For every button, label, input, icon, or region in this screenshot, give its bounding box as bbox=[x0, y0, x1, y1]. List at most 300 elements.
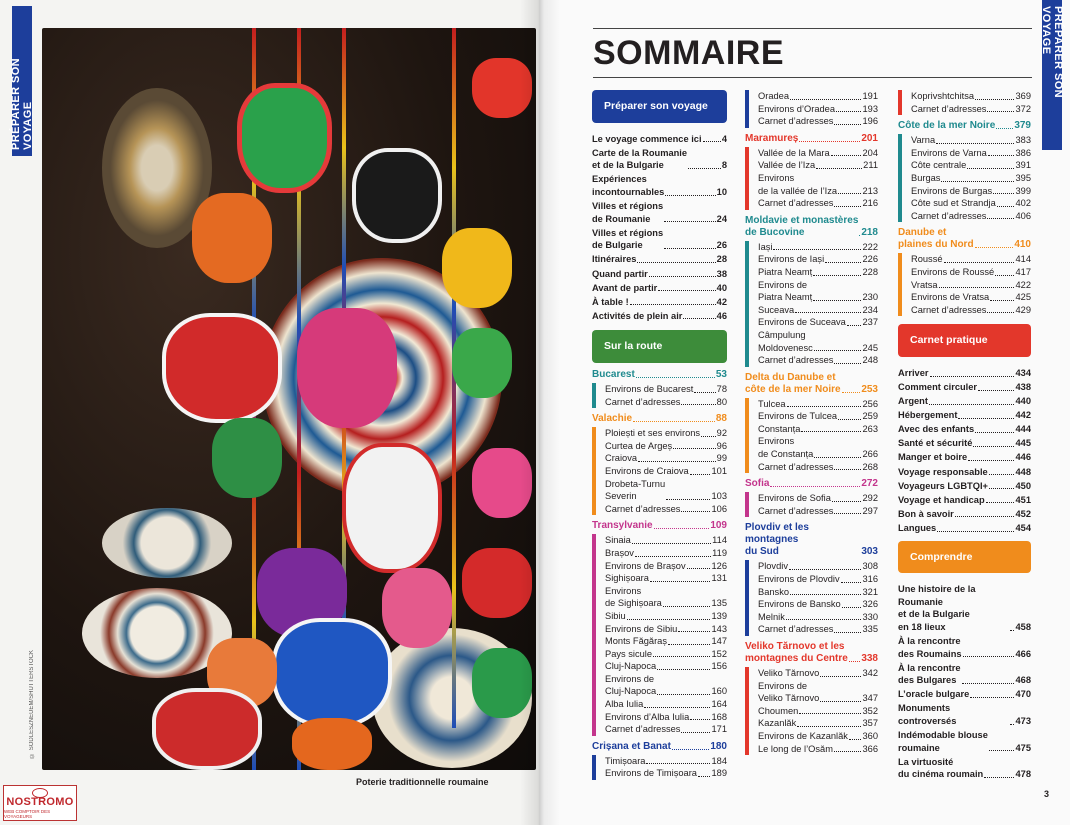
toc-entry[interactable] bbox=[592, 296, 727, 309]
toc-entry[interactable] bbox=[592, 200, 727, 225]
toc-entry[interactable] bbox=[592, 310, 727, 323]
toc-entry[interactable] bbox=[758, 329, 878, 354]
toc-entry-page: 335 bbox=[862, 624, 878, 635]
region-name: Moldavie et monastères de Bucovine bbox=[745, 214, 859, 238]
toc-entry[interactable] bbox=[758, 147, 878, 160]
toc-entry[interactable] bbox=[898, 409, 1031, 422]
section-header-preparer[interactable]: Préparer son voyage bbox=[592, 90, 727, 123]
toc-entry-page: 342 bbox=[862, 668, 878, 678]
toc-entry-page: 99 bbox=[716, 453, 727, 464]
dot-leader bbox=[632, 543, 711, 544]
toc-entry-page: 395 bbox=[1015, 172, 1031, 183]
photo-credit: © SODLESZNEUEM/SHUTTERSTOCK bbox=[29, 650, 35, 758]
toc-entry[interactable] bbox=[605, 673, 727, 698]
dot-leader bbox=[650, 581, 711, 582]
toc-entry[interactable] bbox=[605, 660, 727, 673]
toc-entry[interactable] bbox=[758, 680, 878, 705]
toc-entry-title: Carnet d’adresses bbox=[758, 355, 834, 366]
toc-entry[interactable] bbox=[758, 611, 878, 624]
dot-leader bbox=[847, 325, 862, 326]
toc-entry[interactable] bbox=[605, 755, 727, 768]
dot-leader bbox=[987, 111, 1014, 112]
toc-entry-title: Plovdiv bbox=[758, 561, 788, 572]
toc-entry[interactable] bbox=[911, 253, 1031, 266]
toc-entry-page: 417 bbox=[1015, 266, 1031, 277]
toc-entry[interactable] bbox=[605, 383, 727, 396]
dot-leader bbox=[665, 195, 715, 196]
toc-entry-page: 139 bbox=[711, 610, 727, 621]
dot-leader bbox=[658, 290, 715, 291]
toc-entry[interactable] bbox=[758, 423, 878, 436]
dot-leader bbox=[820, 701, 861, 702]
toc-entry-page: 386 bbox=[1015, 147, 1031, 158]
region-page: 303 bbox=[861, 546, 878, 558]
region-heading[interactable] bbox=[745, 522, 878, 558]
toc-entry-title: Argent bbox=[898, 396, 928, 407]
toc-entry-page: 321 bbox=[862, 586, 878, 597]
region-heading[interactable] bbox=[745, 133, 878, 145]
dot-leader bbox=[842, 607, 862, 608]
region-page: 272 bbox=[861, 478, 878, 490]
globe-icon bbox=[32, 788, 48, 798]
toc-entry[interactable] bbox=[592, 253, 727, 266]
dot-leader bbox=[646, 763, 710, 764]
toc-entry[interactable] bbox=[605, 465, 727, 478]
dot-leader bbox=[834, 124, 861, 125]
toc-entry[interactable] bbox=[898, 423, 1031, 436]
toc-entry[interactable] bbox=[592, 268, 727, 281]
toc-entry-title: Villes et régions de Roumanie bbox=[592, 201, 664, 224]
toc-entry[interactable] bbox=[592, 173, 727, 198]
toc-entry-page: 402 bbox=[1015, 198, 1031, 209]
dot-leader bbox=[838, 193, 861, 194]
toc-entry[interactable] bbox=[605, 698, 727, 711]
toc-entry[interactable] bbox=[592, 133, 727, 146]
toc-entry[interactable] bbox=[605, 560, 727, 573]
dot-leader bbox=[814, 457, 861, 458]
region-page: 109 bbox=[710, 520, 727, 532]
region-name: Plovdiv et les montagnes du Sud bbox=[745, 522, 809, 558]
region-heading[interactable] bbox=[592, 741, 727, 753]
toc-entry[interactable] bbox=[911, 279, 1031, 292]
dot-leader bbox=[842, 392, 861, 393]
toc-entry-page: 80 bbox=[716, 396, 727, 407]
route-continued-col3 bbox=[898, 90, 1031, 115]
toc-entry-title: La virtuosité du cinéma roumain bbox=[898, 756, 984, 780]
dot-leader bbox=[683, 318, 715, 319]
toc-entry-title: Environs de Timișoara bbox=[605, 768, 697, 779]
toc-entry[interactable] bbox=[605, 503, 727, 516]
toc-entry[interactable] bbox=[898, 688, 1031, 701]
toc-entry-page: 46 bbox=[716, 310, 727, 321]
nostromo-logo[interactable] bbox=[3, 785, 77, 821]
toc-entry-page: 28 bbox=[716, 254, 727, 265]
toc-entry[interactable] bbox=[898, 381, 1031, 394]
toc-entry[interactable] bbox=[758, 505, 878, 518]
toc-entry-page: 259 bbox=[862, 411, 878, 422]
dot-leader bbox=[681, 404, 715, 405]
toc-column-3 bbox=[898, 90, 1031, 783]
toc-entry[interactable] bbox=[758, 560, 878, 573]
dot-leader bbox=[941, 181, 1014, 182]
toc-entry-page: 369 bbox=[1015, 91, 1031, 101]
region-section bbox=[592, 413, 727, 515]
region-section bbox=[745, 372, 878, 474]
toc-entry-page: 211 bbox=[863, 160, 878, 171]
toc-entry-title: Melnik bbox=[758, 611, 785, 622]
toc-entry[interactable] bbox=[758, 354, 878, 367]
toc-entry-title: Itinéraires bbox=[592, 254, 637, 265]
toc-entry[interactable] bbox=[592, 227, 727, 252]
toc-entry-page: 425 bbox=[1015, 292, 1031, 303]
toc-column-2 bbox=[745, 90, 878, 755]
dot-leader bbox=[967, 168, 1014, 169]
toc-entry[interactable] bbox=[758, 667, 878, 680]
toc-entry-page: 168 bbox=[711, 711, 727, 722]
toc-entry-page: 438 bbox=[1015, 382, 1031, 392]
dot-leader bbox=[832, 501, 862, 502]
toc-entry[interactable] bbox=[898, 451, 1031, 464]
dot-leader bbox=[649, 276, 716, 277]
toc-entry[interactable] bbox=[898, 395, 1031, 408]
dot-leader bbox=[944, 262, 1015, 263]
toc-entry-title: Koprivshtchitsa bbox=[911, 91, 975, 101]
toc-column-1 bbox=[592, 90, 727, 780]
dot-leader bbox=[834, 363, 861, 364]
toc-entry[interactable] bbox=[911, 159, 1031, 172]
region-section bbox=[898, 120, 1031, 222]
toc-entry[interactable] bbox=[898, 635, 1031, 660]
toc-entry-page: 103 bbox=[711, 491, 727, 502]
region-subentries bbox=[745, 241, 878, 367]
toc-entry[interactable] bbox=[898, 480, 1031, 493]
toc-entry-page: 213 bbox=[862, 185, 878, 196]
toc-entry-title: À la rencontre des Roumains bbox=[898, 636, 962, 659]
dot-leader bbox=[795, 312, 861, 313]
page-number: 3 bbox=[1044, 789, 1050, 799]
dot-leader bbox=[801, 431, 861, 432]
dot-leader bbox=[814, 350, 862, 351]
dot-leader bbox=[799, 713, 861, 714]
dot-leader bbox=[636, 377, 715, 378]
toc-entry[interactable] bbox=[605, 572, 727, 585]
region-page: 218 bbox=[861, 226, 878, 238]
section-header-pratique[interactable]: Carnet pratique bbox=[898, 324, 1031, 357]
toc-entry[interactable] bbox=[758, 717, 878, 730]
toc-entry-page: 114 bbox=[712, 535, 727, 546]
toc-entry[interactable] bbox=[898, 437, 1031, 450]
toc-entry[interactable] bbox=[758, 304, 878, 317]
toc-entry[interactable] bbox=[758, 90, 878, 103]
region-section bbox=[745, 215, 878, 367]
toc-entry[interactable] bbox=[758, 435, 878, 460]
dot-leader bbox=[831, 155, 862, 156]
toc-entry-page: 40 bbox=[716, 282, 727, 293]
toc-entry-page: 454 bbox=[1015, 522, 1031, 533]
toc-entry-page: 38 bbox=[716, 268, 727, 279]
toc-entry[interactable] bbox=[758, 398, 878, 411]
toc-entry-title: Kazanlăk bbox=[758, 718, 797, 729]
toc-entry-title: Craiova bbox=[605, 453, 638, 464]
region-subentries bbox=[745, 492, 878, 517]
toc-entry[interactable] bbox=[758, 705, 878, 718]
toc-entry-page: 429 bbox=[1015, 304, 1031, 315]
region-name: Sofia bbox=[745, 478, 770, 490]
toc-entry-page: 4 bbox=[721, 133, 727, 144]
toc-entry[interactable] bbox=[911, 185, 1031, 198]
toc-entry-page: 466 bbox=[1015, 648, 1031, 659]
dot-leader bbox=[930, 376, 1015, 377]
toc-entry-title: Environs de Kazanlăk bbox=[758, 730, 848, 741]
region-heading[interactable] bbox=[592, 520, 727, 532]
dot-leader bbox=[1010, 630, 1014, 631]
toc-entry-page: 226 bbox=[862, 254, 878, 265]
region-section bbox=[592, 369, 727, 408]
toc-entry-title: Carnet d’adresses bbox=[758, 505, 834, 516]
dot-leader bbox=[820, 676, 861, 677]
region-heading[interactable] bbox=[745, 641, 878, 665]
toc-entry[interactable] bbox=[605, 452, 727, 465]
dot-leader bbox=[770, 486, 860, 487]
toc-entry[interactable] bbox=[898, 367, 1031, 380]
toc-entry[interactable] bbox=[898, 508, 1031, 521]
toc-entry[interactable] bbox=[911, 134, 1031, 147]
dot-leader bbox=[996, 128, 1013, 129]
region-heading[interactable] bbox=[745, 478, 878, 490]
toc-entry-page: 347 bbox=[862, 693, 878, 704]
toc-entry-page: 96 bbox=[716, 440, 727, 451]
toc-entry-title: Environs de Burgas bbox=[911, 185, 993, 196]
dot-leader bbox=[687, 568, 711, 569]
toc-entry-title: Oradea bbox=[758, 91, 790, 101]
toc-entry[interactable] bbox=[605, 534, 727, 547]
toc-entry[interactable] bbox=[758, 492, 878, 505]
region-heading[interactable] bbox=[592, 413, 727, 425]
toc-entry-page: 470 bbox=[1015, 689, 1031, 700]
toc-entry[interactable] bbox=[911, 210, 1031, 223]
dot-leader bbox=[993, 193, 1014, 194]
toc-entry[interactable] bbox=[911, 103, 1031, 116]
toc-entry[interactable] bbox=[605, 723, 727, 736]
region-heading[interactable] bbox=[898, 120, 1031, 132]
toc-entry[interactable] bbox=[758, 266, 878, 279]
comprendre-list bbox=[898, 583, 1031, 781]
toc-entry-page: 147 bbox=[711, 636, 727, 647]
dot-leader bbox=[929, 404, 1015, 405]
toc-entry-page: 391 bbox=[1015, 160, 1031, 171]
toc-entry-page: 399 bbox=[1015, 185, 1031, 196]
dot-leader bbox=[962, 683, 1015, 684]
toc-entry[interactable] bbox=[898, 583, 1031, 633]
dot-leader bbox=[841, 582, 862, 583]
dot-leader bbox=[666, 499, 710, 500]
toc-entry[interactable] bbox=[898, 662, 1031, 687]
toc-entry[interactable] bbox=[911, 197, 1031, 210]
toc-entry[interactable] bbox=[605, 767, 727, 780]
toc-entry[interactable] bbox=[605, 623, 727, 636]
toc-entry[interactable] bbox=[605, 648, 727, 661]
toc-entry-title: Constanța bbox=[758, 423, 801, 434]
dot-leader bbox=[988, 155, 1015, 156]
toc-entry-page: 228 bbox=[862, 266, 878, 277]
dot-leader bbox=[657, 669, 710, 670]
toc-entry[interactable] bbox=[758, 103, 878, 116]
toc-entry[interactable] bbox=[605, 610, 727, 623]
title-rule bbox=[593, 77, 1032, 78]
toc-entry-page: 406 bbox=[1015, 210, 1031, 221]
region-name: Veliko Tărnovo et les montagnes du Centre bbox=[745, 641, 848, 664]
toc-entry[interactable] bbox=[758, 316, 878, 329]
dot-leader bbox=[834, 513, 861, 514]
toc-entry-title: Environs de Vratsa bbox=[911, 292, 990, 303]
toc-entry-page: 26 bbox=[716, 240, 727, 251]
region-subentries bbox=[592, 383, 727, 408]
toc-entry-title: Environs de Craiova bbox=[605, 465, 689, 476]
toc-entry[interactable] bbox=[758, 461, 878, 474]
toc-entry[interactable] bbox=[758, 598, 878, 611]
region-section bbox=[745, 478, 878, 517]
dot-leader bbox=[637, 262, 715, 263]
toc-entry[interactable] bbox=[758, 743, 878, 756]
toc-entry[interactable] bbox=[605, 547, 727, 560]
toc-entry-title: Environs de Constanța bbox=[758, 436, 814, 460]
region-heading[interactable] bbox=[592, 369, 727, 381]
toc-entry-title: Suceava bbox=[758, 304, 795, 315]
toc-entry[interactable] bbox=[605, 711, 727, 724]
toc-entry[interactable] bbox=[605, 427, 727, 440]
toc-entry-page: 234 bbox=[862, 304, 878, 315]
dot-leader bbox=[672, 749, 709, 750]
section-header-route[interactable]: Sur la route bbox=[592, 330, 727, 363]
toc-entry-page: 445 bbox=[1015, 438, 1031, 449]
toc-entry-title: Le voyage commence ici bbox=[592, 133, 702, 144]
dot-leader bbox=[975, 247, 1014, 248]
toc-entry-page: 191 bbox=[862, 91, 878, 101]
toc-entry[interactable] bbox=[605, 478, 727, 503]
toc-entry-page: 245 bbox=[862, 342, 878, 353]
dot-leader bbox=[859, 235, 860, 236]
toc-entry-title: Carnet d’adresses bbox=[758, 461, 834, 472]
dot-leader bbox=[790, 594, 861, 595]
toc-entry[interactable] bbox=[898, 729, 1031, 754]
dot-leader bbox=[664, 221, 716, 222]
toc-entry[interactable] bbox=[898, 522, 1031, 535]
toc-entry-title: Monuments controversés bbox=[898, 703, 957, 727]
toc-entry[interactable] bbox=[758, 197, 878, 210]
toc-entry[interactable] bbox=[605, 440, 727, 453]
toc-entry-page: 216 bbox=[862, 198, 878, 209]
toc-entry-page: 10 bbox=[716, 186, 727, 197]
toc-entry[interactable] bbox=[898, 756, 1031, 781]
toc-entry-title: Indémodable blouse roumaine bbox=[898, 730, 988, 753]
toc-entry-title: Sinaia bbox=[605, 535, 631, 546]
dot-leader bbox=[838, 419, 861, 420]
toc-entry[interactable] bbox=[758, 586, 878, 599]
toc-entry[interactable] bbox=[758, 253, 878, 266]
region-name: Valachie bbox=[592, 413, 633, 425]
section-header-comprendre[interactable]: Comprendre bbox=[898, 541, 1031, 574]
toc-entry[interactable] bbox=[592, 147, 727, 172]
region-heading[interactable] bbox=[745, 215, 878, 239]
photo-caption: Poterie traditionnelle roumaine bbox=[356, 777, 489, 787]
region-subentries bbox=[898, 134, 1031, 222]
toc-entry[interactable] bbox=[911, 291, 1031, 304]
toc-entry[interactable] bbox=[605, 585, 727, 610]
toc-entry-page: 143 bbox=[711, 623, 727, 634]
toc-entry[interactable] bbox=[605, 635, 727, 648]
toc-entry[interactable] bbox=[758, 172, 878, 197]
toc-entry-page: 268 bbox=[862, 461, 878, 472]
top-rule bbox=[593, 28, 1032, 29]
route-continued-col2 bbox=[745, 90, 878, 128]
toc-entry[interactable] bbox=[758, 410, 878, 423]
toc-entry[interactable] bbox=[592, 282, 727, 295]
toc-entry-page: 230 bbox=[862, 292, 878, 303]
toc-entry[interactable] bbox=[758, 241, 878, 254]
region-name: Maramureș bbox=[745, 132, 799, 144]
toc-entry-page: 78 bbox=[716, 384, 727, 394]
toc-entry[interactable] bbox=[911, 304, 1031, 317]
toc-entry[interactable] bbox=[898, 466, 1031, 479]
dot-leader bbox=[978, 390, 1014, 391]
route-list-col1 bbox=[592, 369, 727, 780]
toc-entry-title: Drobeta-Turnu Severin bbox=[605, 478, 666, 502]
toc-entry-title: Carnet d’adresses bbox=[911, 103, 987, 114]
toc-entry-title: Carnet d’adresses bbox=[758, 624, 834, 635]
toc-entry[interactable] bbox=[911, 90, 1031, 103]
dot-leader bbox=[664, 248, 716, 249]
dot-leader bbox=[987, 218, 1014, 219]
toc-entry[interactable] bbox=[605, 396, 727, 409]
toc-entry[interactable] bbox=[911, 147, 1031, 160]
toc-entry[interactable] bbox=[758, 159, 878, 172]
toc-entry[interactable] bbox=[758, 573, 878, 586]
dot-leader bbox=[773, 249, 861, 250]
dot-leader bbox=[787, 406, 862, 407]
region-page: 253 bbox=[861, 383, 878, 395]
toc-entry[interactable] bbox=[911, 172, 1031, 185]
toc-entry-title: Environs d’Oradea bbox=[758, 103, 835, 114]
dot-leader bbox=[627, 619, 711, 620]
dot-leader bbox=[633, 421, 715, 422]
dot-leader bbox=[989, 488, 1015, 489]
dot-leader bbox=[668, 644, 710, 645]
section-tab-left: PRÉPARER SON VOYAGE bbox=[12, 6, 32, 156]
toc-entry[interactable] bbox=[898, 702, 1031, 727]
toc-entry-title: À table ! bbox=[592, 296, 629, 307]
region-heading[interactable] bbox=[898, 227, 1031, 251]
region-page: 53 bbox=[715, 369, 727, 380]
toc-entry-page: 126 bbox=[711, 560, 727, 571]
toc-entry-page: 156 bbox=[711, 661, 727, 672]
toc-entry[interactable] bbox=[758, 279, 878, 304]
toc-entry[interactable] bbox=[758, 115, 878, 128]
toc-entry-page: 448 bbox=[1015, 466, 1031, 477]
region-heading[interactable] bbox=[745, 372, 878, 396]
toc-entry-title: Carnet d’adresses bbox=[911, 304, 987, 315]
toc-entry[interactable] bbox=[758, 623, 878, 636]
toc-entry-title: Environs de Sighișoara bbox=[605, 585, 662, 609]
toc-entry-title: Environs de la vallée de l’Iza bbox=[758, 172, 838, 196]
toc-entry[interactable] bbox=[898, 494, 1031, 507]
toc-entry-title: Environs d’Alba Iulia bbox=[605, 711, 690, 722]
toc-entry[interactable] bbox=[911, 266, 1031, 279]
toc-entry-title: Sibiu bbox=[605, 610, 626, 621]
toc-entry[interactable] bbox=[758, 730, 878, 743]
toc-entry-title: Burgas bbox=[911, 172, 941, 183]
dot-leader bbox=[681, 511, 710, 512]
dot-leader bbox=[653, 656, 710, 657]
